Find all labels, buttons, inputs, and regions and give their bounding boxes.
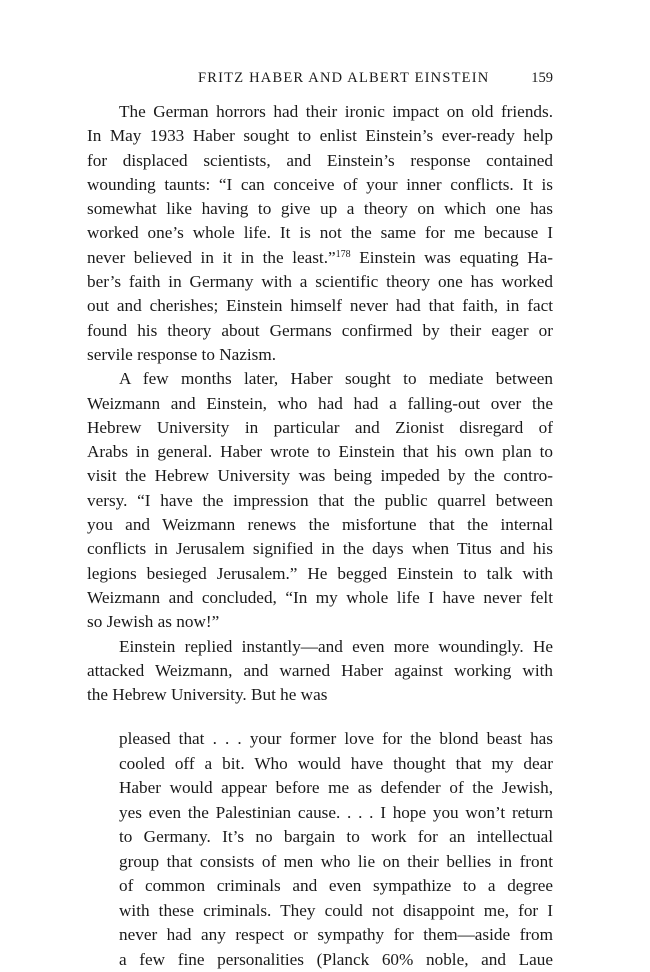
quote-line: never had any respect or sympathy for them—aside from	[119, 925, 553, 945]
quote-line: cooled off a bit. Who would have thought that my dear	[119, 753, 553, 773]
quote-line: pleased that . . . your former love for the blond beast has	[119, 729, 553, 749]
text-line: legions besieged Jerusalem.” He begged Einstein to talk with	[87, 563, 553, 583]
quote-line: a few fine personalities (Planck 60% noble, and Laue	[119, 949, 553, 969]
quote-line: Haber would appear before me as defender of the Jewish,	[119, 778, 553, 798]
text-line: Arabs in general. Haber wrote to Einstein that his own plan to	[87, 442, 553, 462]
text-segment: never believed in it in the least.”	[87, 247, 336, 267]
text-line: attacked Weizmann, and warned Haber against working with	[87, 660, 553, 680]
text-line: versy. “I have the impression that the public quarrel between	[87, 490, 553, 510]
text-line: In May 1933 Haber sought to enlist Einstein’s ever-ready help	[87, 126, 553, 146]
text-line: you and Weizmann renews the misfortune that the internal	[87, 515, 553, 535]
text-line: ber’s faith in Germany with a scientific theory one has worked	[87, 272, 553, 292]
text-line: The German horrors had their ironic impact on old friends.	[119, 102, 553, 121]
text-line-with-footnote	[87, 246, 553, 270]
text-line: Weizmann and Einstein, who had had a falling-out over the	[87, 393, 553, 413]
quote-line: with these criminals. They could not disappoint me, for I	[119, 900, 553, 920]
text-line: A few months later, Haber sought to mediate between	[119, 369, 553, 389]
text-line: Weizmann and concluded, “In my whole life I have never felt	[87, 587, 553, 607]
paragraph-3	[87, 635, 553, 708]
block-quotation	[103, 727, 553, 972]
quote-line: to Germany. It’s no bargain to work for an intellectual	[119, 827, 553, 847]
footnote-reference: 178	[335, 248, 351, 260]
body-text	[87, 100, 553, 972]
text-line: the Hebrew University. But he was	[87, 685, 328, 705]
paragraph-2	[87, 367, 553, 634]
text-line: found his theory about Germans confirmed by their eager or	[87, 320, 553, 340]
text-line: wounding taunts: “I can conceive of your inner conflicts. It is	[87, 174, 553, 194]
text-line: worked one’s whole life. It is not the same for me because I	[87, 223, 553, 243]
text-line: so Jewish as now!”	[87, 612, 220, 632]
running-header	[103, 60, 553, 86]
quote-line: of common criminals and even sympathize to a degree	[119, 876, 553, 896]
text-line: out and cherishes; Einstein himself never had that faith, in fact	[87, 296, 553, 316]
text-line: for displaced scientists, and Einstein’s response contained	[87, 150, 553, 170]
page-number: 159	[531, 70, 553, 86]
text-line: Einstein replied instantly—and even more woundingly. He	[119, 636, 553, 656]
text-line: conflicts in Jerusalem signified in the days when Titus and his	[87, 539, 553, 559]
book-page	[87, 60, 553, 972]
text-line: visit the Hebrew University was being impeded by the contro-	[87, 466, 553, 486]
paragraph-1	[87, 100, 553, 367]
quote-line: yes even the Palestinian cause. . . . I hope you won’t return	[119, 802, 553, 822]
text-line: somewhat like having to give up a theory on which one has	[87, 199, 553, 219]
quote-line: group that consists of men who lie on their bellies in front	[119, 851, 553, 871]
text-line: servile response to Nazism.	[87, 344, 277, 364]
text-segment: Einstein was equating Ha-	[350, 247, 553, 267]
running-title: FRITZ HABER AND ALBERT EINSTEIN	[198, 70, 490, 86]
text-line: Hebrew University in particular and Zionist disregard of	[87, 417, 553, 437]
